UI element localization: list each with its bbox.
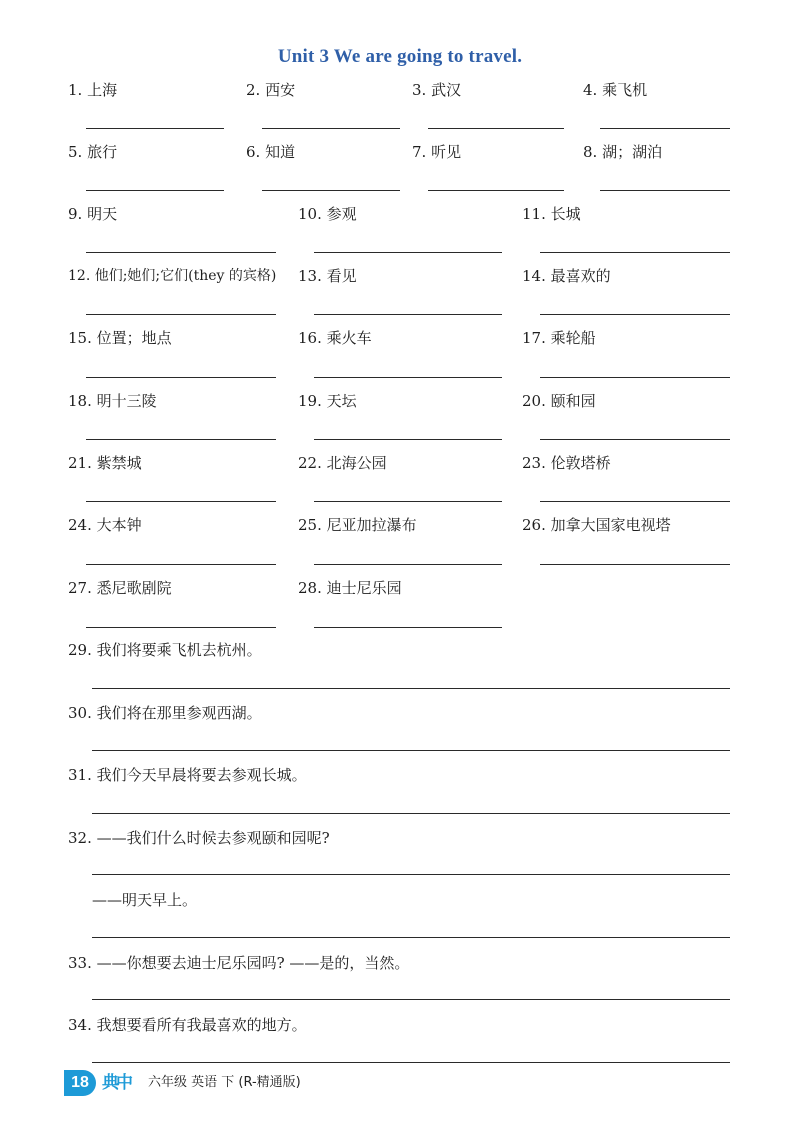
vocab-item: 10. 参观 <box>298 205 357 223</box>
vocab-item: 14. 最喜欢的 <box>522 267 611 285</box>
answer-line[interactable] <box>314 314 502 315</box>
sentence-prompt: 29. 我们将要乘飞机去杭州。 <box>68 641 262 659</box>
answer-line[interactable] <box>92 874 730 875</box>
vocab-item: 16. 乘火车 <box>298 329 372 347</box>
page-footer <box>64 1070 394 1096</box>
vocab-item: 11. 长城 <box>522 205 581 223</box>
answer-line[interactable] <box>262 190 400 191</box>
sentence-prompt: 32. ——我们什么时候去参观颐和园呢? <box>68 829 330 847</box>
vocab-item: 27. 悉尼歌剧院 <box>68 579 172 597</box>
vocab-item: 13. 看见 <box>298 267 357 285</box>
answer-line[interactable] <box>86 564 276 565</box>
answer-line[interactable] <box>428 190 564 191</box>
vocab-item: 20. 颐和园 <box>522 392 596 410</box>
answer-line[interactable] <box>314 377 502 378</box>
brand-logo: 典中 <box>102 1073 130 1093</box>
answer-line[interactable] <box>540 377 730 378</box>
answer-line[interactable] <box>600 190 730 191</box>
answer-line[interactable] <box>540 439 730 440</box>
answer-line[interactable] <box>92 688 730 689</box>
answer-line[interactable] <box>86 128 224 129</box>
answer-line[interactable] <box>92 813 730 814</box>
answer-line[interactable] <box>92 999 730 1000</box>
answer-line[interactable] <box>314 564 502 565</box>
vocab-item: 4. 乘飞机 <box>583 81 648 99</box>
vocab-item: 22. 北海公园 <box>298 454 387 472</box>
vocab-item: 19. 天坛 <box>298 392 357 410</box>
vocab-item: 2. 西安 <box>246 81 296 99</box>
vocab-item: 5. 旅行 <box>68 143 118 161</box>
vocab-item: 6. 知道 <box>246 143 296 161</box>
answer-line[interactable] <box>86 314 276 315</box>
vocab-item: 23. 伦敦塔桥 <box>522 454 611 472</box>
vocab-item: 7. 听见 <box>412 143 462 161</box>
vocab-item: 17. 乘轮船 <box>522 329 596 347</box>
sentence-prompt: 33. ——你想要去迪士尼乐园吗? ——是的，当然。 <box>68 954 410 972</box>
answer-line[interactable] <box>600 128 730 129</box>
vocab-item: 25. 尼亚加拉瀑布 <box>298 516 417 534</box>
vocab-item: 15. 位置；地点 <box>68 329 172 347</box>
page-number-badge: 18 <box>64 1070 96 1096</box>
answer-line[interactable] <box>92 750 730 751</box>
vocab-item: 1. 上海 <box>68 81 118 99</box>
answer-line[interactable] <box>540 252 730 253</box>
answer-line[interactable] <box>540 314 730 315</box>
answer-line[interactable] <box>314 627 502 628</box>
answer-line[interactable] <box>262 128 400 129</box>
answer-line[interactable] <box>86 252 276 253</box>
vocab-item: 24. 大本钟 <box>68 516 142 534</box>
vocab-item: 21. 紫禁城 <box>68 454 142 472</box>
sentence-prompt: ——明天早上。 <box>92 891 198 909</box>
unit-title: Unit 3 We are going to travel. <box>277 46 523 67</box>
vocab-item: 18. 明十三陵 <box>68 392 157 410</box>
answer-line[interactable] <box>86 439 276 440</box>
answer-line[interactable] <box>314 439 502 440</box>
sentence-prompt: 30. 我们将在那里参观西湖。 <box>68 704 262 722</box>
sentence-prompt: 31. 我们今天早晨将要去参观长城。 <box>68 766 307 784</box>
book-title: 六年级 英语 下 (R-精通版) <box>148 1075 301 1090</box>
answer-line[interactable] <box>86 377 276 378</box>
answer-line[interactable] <box>314 252 502 253</box>
answer-line[interactable] <box>92 937 730 938</box>
answer-line[interactable] <box>86 501 276 502</box>
vocab-item: 9. 明天 <box>68 205 118 223</box>
vocab-item: 28. 迪士尼乐园 <box>298 579 402 597</box>
answer-line[interactable] <box>540 564 730 565</box>
answer-line[interactable] <box>540 501 730 502</box>
sentence-prompt: 34. 我想要看所有我最喜欢的地方。 <box>68 1016 307 1034</box>
vocab-item: 12. 他们;她们;它们(they 的宾格) <box>68 268 277 284</box>
answer-line[interactable] <box>86 627 276 628</box>
vocab-item: 8. 湖；湖泊 <box>583 143 663 161</box>
answer-line[interactable] <box>428 128 564 129</box>
answer-line[interactable] <box>92 1062 730 1063</box>
answer-line[interactable] <box>314 501 502 502</box>
vocab-item: 26. 加拿大国家电视塔 <box>522 516 671 534</box>
answer-line[interactable] <box>86 190 224 191</box>
vocab-item: 3. 武汉 <box>412 81 462 99</box>
